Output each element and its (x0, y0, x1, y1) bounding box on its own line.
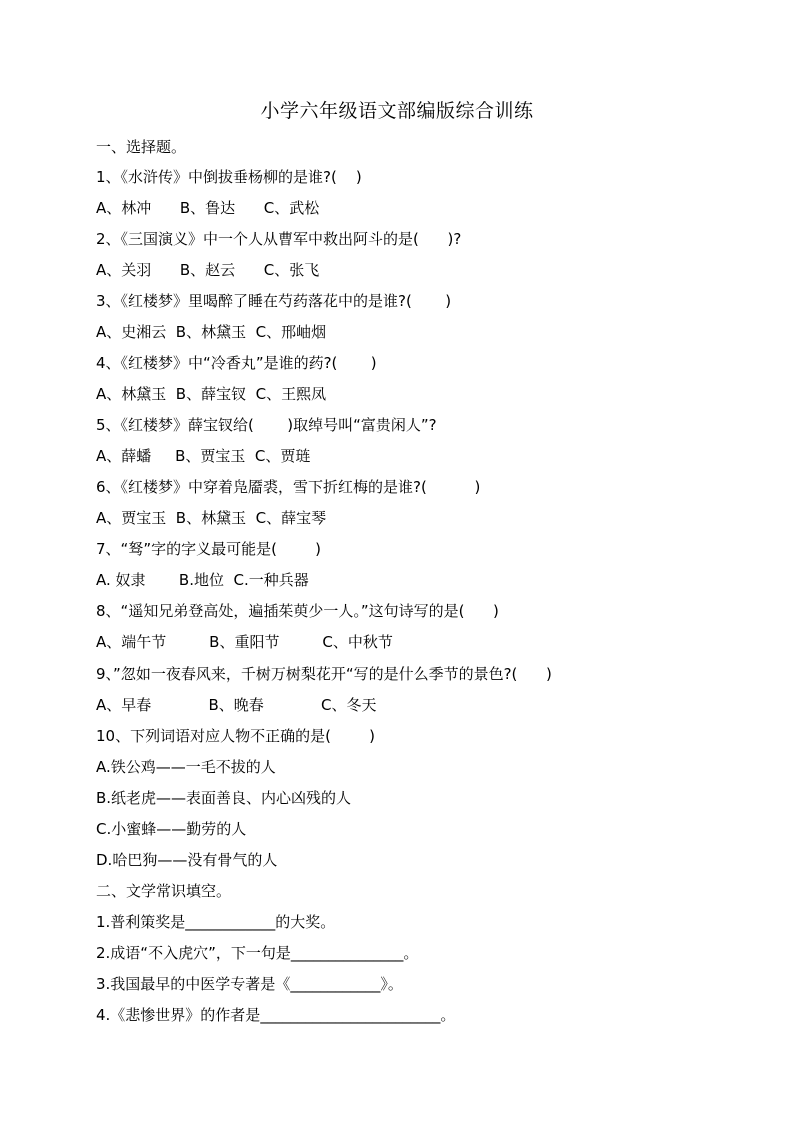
options-3: A、史湘云 B、林黛玉 C、邢岫烟 (96, 323, 327, 341)
option-10d: D.哈巴狗——没有骨气的人 (96, 851, 278, 869)
options-2: A、关羽 B、赵云 C、张飞 (96, 261, 320, 279)
question-8: 8、“遥知兄弟登高处，遍插茱萸少一人。”这句诗写的是( ) (96, 602, 499, 620)
options-9: A、早春 B、晚春 C、冬天 (96, 696, 377, 714)
fill-blank-4: 4.《悲惨世界》的作者是________________________。 (96, 1006, 456, 1024)
option-10c: C.小蜜蜂——勤劳的人 (96, 820, 247, 838)
question-9: 9、”忽如一夜春风来，千树万树梨花开“写的是什么季节的景色?( ) (96, 665, 552, 683)
question-4: 4、《红楼梦》中“冷香丸”是谁的药?( ) (96, 354, 377, 372)
question-5: 5、《红楼梦》薛宝钗给( )取绰号叫“富贵闲人”? (96, 416, 437, 434)
question-3: 3、《红楼梦》里喝醉了睡在芍药落花中的是谁?( ) (96, 292, 452, 310)
options-7: A. 奴隶 B.地位 C.一种兵器 (96, 571, 309, 589)
question-7: 7、“驽”字的字义最可能是( ) (96, 540, 321, 558)
document-title: 小学六年级语文部编版综合训练 (260, 100, 534, 122)
question-1: 1、《水浒传》中倒拔垂杨柳的是谁?( ) (96, 168, 362, 186)
question-2: 2、《三国演义》中一个人从曹军中救出阿斗的是( )? (96, 230, 462, 248)
option-10a: A.铁公鸡——一毛不拔的人 (96, 758, 276, 776)
options-6: A、贾宝玉 B、林黛玉 C、薛宝琴 (96, 509, 327, 527)
question-6: 6、《红楼梦》中穿着凫靥裘，雪下折红梅的是谁?( ) (96, 478, 481, 496)
options-4: A、林黛玉 B、薛宝钗 C、王熙凤 (96, 385, 327, 403)
fill-blank-1: 1.普利策奖是____________的大奖。 (96, 913, 336, 931)
fill-blank-2: 2.成语“不入虎穴”，下一句是_______________。 (96, 944, 419, 962)
fill-blank-3: 3.我国最早的中医学专著是《____________》。 (96, 975, 403, 993)
options-5: A、薛蟠 B、贾宝玉 C、贾琏 (96, 447, 311, 465)
section-heading-choice: 一、选择题。 (96, 138, 187, 156)
option-10b: B.纸老虎——表面善良、内心凶残的人 (96, 789, 352, 807)
options-1: A、林冲 B、鲁达 C、武松 (96, 199, 320, 217)
section-heading-literature: 二、文学常识填空。 (96, 882, 232, 900)
options-8: A、端午节 B、重阳节 C、中秋节 (96, 633, 393, 651)
question-10: 10、下列词语对应人物不正确的是( ) (96, 727, 375, 745)
